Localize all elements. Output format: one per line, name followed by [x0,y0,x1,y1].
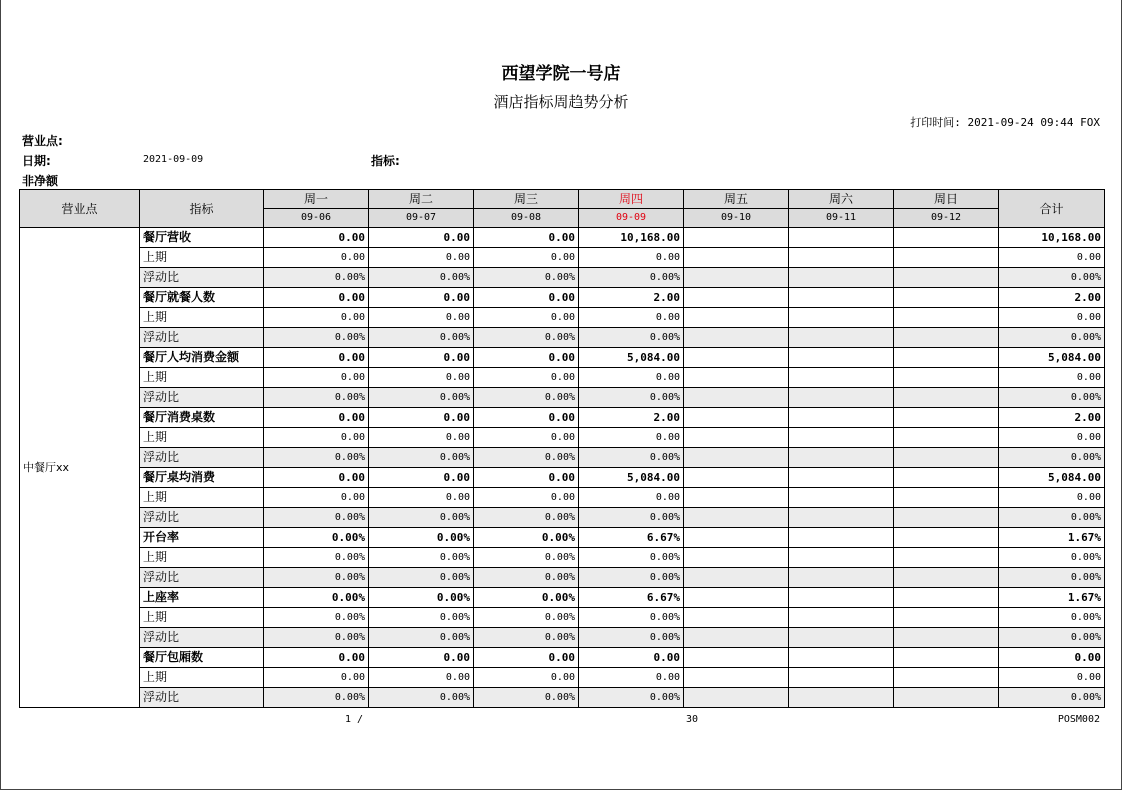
value-cell: 0.00% [579,688,684,708]
value-cell: 0.00% [264,688,369,708]
header-day: 周六 [789,190,894,209]
table-row [20,348,1105,368]
table-row [20,648,1105,668]
metric-name-cell: 上期 [140,368,264,388]
metric-name-cell: 浮动比 [140,508,264,528]
value-cell [684,248,789,268]
value-cell: 0.00% [369,508,474,528]
value-cell [789,328,894,348]
value-cell: 0.00% [474,268,579,288]
value-cell: 0.00 [369,228,474,248]
metric-name-cell: 餐厅人均消费金额 [140,348,264,368]
value-cell [894,508,999,528]
header-outlet: 营业点 [20,190,140,228]
value-cell: 0.00 [474,348,579,368]
header-total: 合计 [999,190,1105,228]
value-cell: 0.00 [579,648,684,668]
table-row [20,688,1105,708]
table-row [20,588,1105,608]
value-cell [894,548,999,568]
value-cell: 0.00% [369,688,474,708]
header-day: 周日 [894,190,999,209]
value-cell: 0.00% [474,588,579,608]
metric-name-cell: 浮动比 [140,448,264,468]
value-cell [684,548,789,568]
value-cell: 5,084.00 [579,348,684,368]
total-cell: 0.00% [999,688,1105,708]
value-cell [684,308,789,328]
value-cell [789,628,894,648]
metric-name-cell: 浮动比 [140,628,264,648]
value-cell: 0.00 [264,228,369,248]
value-cell: 0.00% [579,608,684,628]
metric-name-cell: 浮动比 [140,688,264,708]
value-cell: 0.00 [474,228,579,248]
value-cell: 0.00 [369,408,474,428]
value-cell: 0.00 [579,488,684,508]
value-cell: 0.00 [264,408,369,428]
value-cell [684,468,789,488]
value-cell [894,528,999,548]
value-cell [684,348,789,368]
value-cell: 0.00 [474,408,579,428]
value-cell [684,288,789,308]
value-cell [894,448,999,468]
table-body [20,228,1105,708]
value-cell [789,588,894,608]
value-cell [684,508,789,528]
total-cell: 0.00 [999,668,1105,688]
value-cell [684,428,789,448]
value-cell: 0.00 [264,308,369,328]
value-cell: 0.00 [369,488,474,508]
value-cell [789,548,894,568]
metric-name-cell: 上期 [140,428,264,448]
table-row [20,528,1105,548]
metric-name-cell: 餐厅包厢数 [140,648,264,668]
net-amount-label: 非净额 [22,174,59,188]
total-cell: 0.00 [999,648,1105,668]
header-date: 09-06 [264,209,369,228]
value-cell [684,448,789,468]
value-cell [894,328,999,348]
value-cell [684,388,789,408]
header-date-highlighted: 09-09 [579,209,684,228]
metric-name-cell: 上期 [140,608,264,628]
table-row [20,308,1105,328]
value-cell [789,288,894,308]
total-cell: 0.00% [999,388,1105,408]
header-date: 09-10 [684,209,789,228]
value-cell: 0.00 [264,648,369,668]
value-cell: 0.00% [474,388,579,408]
value-cell: 0.00% [264,388,369,408]
value-cell: 0.00 [474,428,579,448]
value-cell: 0.00% [264,628,369,648]
value-cell: 0.00 [264,488,369,508]
header-date: 09-11 [789,209,894,228]
value-cell: 0.00% [369,548,474,568]
value-cell: 5,084.00 [579,468,684,488]
value-cell [789,308,894,328]
total-cell: 0.00% [999,548,1105,568]
value-cell [789,348,894,368]
value-cell [789,468,894,488]
total-cell: 0.00 [999,308,1105,328]
value-cell: 0.00 [369,248,474,268]
value-cell [894,388,999,408]
table-row [20,328,1105,348]
value-cell: 0.00% [264,568,369,588]
value-cell [789,668,894,688]
value-cell [789,428,894,448]
metric-name-cell: 餐厅营收 [140,228,264,248]
value-cell: 0.00 [369,428,474,448]
value-cell: 0.00 [579,668,684,688]
value-cell [684,228,789,248]
value-cell: 0.00% [579,388,684,408]
value-cell [684,488,789,508]
value-cell [894,428,999,448]
value-cell: 0.00 [264,668,369,688]
value-cell: 0.00 [579,428,684,448]
value-cell: 0.00% [474,568,579,588]
value-cell: 0.00% [474,528,579,548]
value-cell [789,488,894,508]
value-cell [894,348,999,368]
metric-name-cell: 餐厅桌均消费 [140,468,264,488]
metric-name-cell: 上期 [140,308,264,328]
value-cell: 0.00% [474,508,579,528]
header-day-highlighted: 周四 [579,190,684,209]
value-cell: 0.00% [579,448,684,468]
value-cell [789,688,894,708]
total-cell: 2.00 [999,288,1105,308]
value-cell: 0.00 [369,308,474,328]
value-cell: 0.00% [579,268,684,288]
table-header [20,190,1105,228]
header-day: 周三 [474,190,579,209]
value-cell: 0.00% [474,688,579,708]
outlet-filter-label: 营业点: [22,134,63,148]
metric-name-cell: 上期 [140,248,264,268]
table-row [20,388,1105,408]
value-cell: 0.00 [369,648,474,668]
total-cell: 0.00% [999,608,1105,628]
value-cell [789,248,894,268]
value-cell: 0.00 [579,308,684,328]
value-cell [894,688,999,708]
value-cell [789,528,894,548]
table-row [20,568,1105,588]
metric-name-cell: 开台率 [140,528,264,548]
metric-name-cell: 上期 [140,668,264,688]
table-row [20,368,1105,388]
total-cell: 0.00% [999,448,1105,468]
value-cell: 0.00 [474,308,579,328]
value-cell: 0.00% [579,328,684,348]
value-cell: 0.00% [369,328,474,348]
value-cell: 0.00 [369,668,474,688]
table-row [20,268,1105,288]
table-row [20,508,1105,528]
total-cell: 1.67% [999,588,1105,608]
value-cell [894,628,999,648]
value-cell [789,448,894,468]
metric-name-cell: 上期 [140,488,264,508]
value-cell: 0.00% [474,448,579,468]
table-row [20,488,1105,508]
report-code: POSM002 [1057,714,1100,725]
value-cell: 2.00 [579,408,684,428]
total-cell: 0.00% [999,628,1105,648]
table-row [20,548,1105,568]
table-row [20,608,1105,628]
value-cell: 0.00% [369,268,474,288]
total-cell: 0.00 [999,428,1105,448]
metric-name-cell: 浮动比 [140,568,264,588]
value-cell [894,268,999,288]
print-time: 打印时间: 2021-09-24 09:44 FOX [910,116,1100,129]
value-cell [684,568,789,588]
value-cell [894,588,999,608]
total-cell: 0.00 [999,368,1105,388]
value-cell [684,588,789,608]
value-cell [684,328,789,348]
value-cell: 0.00% [579,508,684,528]
total-cell: 1.67% [999,528,1105,548]
value-cell: 10,168.00 [579,228,684,248]
value-cell [894,228,999,248]
value-cell [894,568,999,588]
value-cell: 6.67% [579,528,684,548]
value-cell: 0.00 [579,248,684,268]
value-cell [789,388,894,408]
value-cell: 0.00% [264,608,369,628]
table-row [20,448,1105,468]
metric-name-cell: 上座率 [140,588,264,608]
store-title: 西望学院一号店 [501,64,621,84]
header-date: 09-12 [894,209,999,228]
value-cell: 0.00 [264,288,369,308]
value-cell [789,568,894,588]
value-cell: 0.00 [264,428,369,448]
value-cell: 0.00% [579,568,684,588]
value-cell: 0.00% [369,528,474,548]
metric-name-cell: 餐厅就餐人数 [140,288,264,308]
header-day: 周五 [684,190,789,209]
value-cell [894,288,999,308]
value-cell: 0.00 [474,648,579,668]
total-cell: 0.00 [999,248,1105,268]
metric-name-cell: 上期 [140,548,264,568]
table-row [20,628,1105,648]
total-cell: 0.00% [999,568,1105,588]
value-cell [789,608,894,628]
value-cell [789,228,894,248]
value-cell: 0.00 [579,368,684,388]
value-cell [684,368,789,388]
value-cell [684,608,789,628]
page-total: 30 [686,714,699,725]
value-cell [789,508,894,528]
value-cell: 0.00% [264,328,369,348]
table-row [20,288,1105,308]
value-cell: 0.00% [579,628,684,648]
date-filter-value: 2021-09-09 [143,154,204,165]
value-cell [894,668,999,688]
table-row [20,468,1105,488]
value-cell: 0.00% [474,628,579,648]
value-cell: 0.00 [474,248,579,268]
metric-filter-label: 指标: [371,154,400,168]
value-cell: 0.00% [369,608,474,628]
value-cell: 0.00 [264,468,369,488]
page-number: 1 / [345,714,364,725]
value-cell: 0.00% [474,328,579,348]
header-day: 周一 [264,190,369,209]
value-cell [894,468,999,488]
value-cell [684,628,789,648]
value-cell [684,688,789,708]
value-cell: 0.00 [369,348,474,368]
value-cell: 0.00 [474,468,579,488]
total-cell: 0.00% [999,328,1105,348]
total-cell: 0.00 [999,488,1105,508]
date-filter-label: 日期: [22,154,51,168]
value-cell: 0.00 [264,248,369,268]
total-cell: 2.00 [999,408,1105,428]
header-metric: 指标 [140,190,264,228]
value-cell [894,608,999,628]
total-cell: 5,084.00 [999,348,1105,368]
value-cell: 0.00% [369,568,474,588]
value-cell [894,248,999,268]
value-cell [684,268,789,288]
value-cell: 0.00% [264,548,369,568]
table-row [20,428,1105,448]
header-date: 09-08 [474,209,579,228]
value-cell: 0.00% [579,548,684,568]
total-cell: 10,168.00 [999,228,1105,248]
value-cell [684,648,789,668]
table-row [20,408,1105,428]
outlet-name-cell: 中餐厅xx [20,228,140,708]
value-cell: 2.00 [579,288,684,308]
value-cell: 0.00% [369,628,474,648]
value-cell: 0.00% [369,448,474,468]
value-cell [684,408,789,428]
value-cell: 0.00% [369,588,474,608]
value-cell [789,268,894,288]
metric-name-cell: 浮动比 [140,388,264,408]
value-cell [789,648,894,668]
value-cell [894,648,999,668]
value-cell [684,528,789,548]
value-cell: 0.00 [369,368,474,388]
metric-name-cell: 浮动比 [140,328,264,348]
value-cell: 0.00 [474,668,579,688]
value-cell: 0.00 [369,468,474,488]
value-cell: 0.00 [474,288,579,308]
value-cell [789,368,894,388]
header-date: 09-07 [369,209,474,228]
metric-name-cell: 浮动比 [140,268,264,288]
value-cell: 0.00% [264,528,369,548]
value-cell [894,308,999,328]
value-cell [684,668,789,688]
value-cell: 0.00 [264,348,369,368]
value-cell [894,408,999,428]
value-cell: 0.00% [369,388,474,408]
value-cell: 6.67% [579,588,684,608]
value-cell [894,368,999,388]
value-cell: 0.00% [264,268,369,288]
header-day: 周二 [369,190,474,209]
total-cell: 5,084.00 [999,468,1105,488]
report-title: 酒店指标周趋势分析 [493,93,629,111]
value-cell [789,408,894,428]
value-cell: 0.00 [474,488,579,508]
value-cell: 0.00 [264,368,369,388]
value-cell: 0.00 [369,288,474,308]
metric-name-cell: 餐厅消费桌数 [140,408,264,428]
trend-table [19,189,1105,708]
value-cell: 0.00 [474,368,579,388]
value-cell: 0.00% [474,608,579,628]
table-row [20,228,1105,248]
value-cell: 0.00% [264,508,369,528]
total-cell: 0.00% [999,268,1105,288]
value-cell: 0.00% [264,588,369,608]
total-cell: 0.00% [999,508,1105,528]
value-cell [894,488,999,508]
table-row [20,668,1105,688]
table-row [20,248,1105,268]
value-cell: 0.00% [474,548,579,568]
value-cell: 0.00% [264,448,369,468]
